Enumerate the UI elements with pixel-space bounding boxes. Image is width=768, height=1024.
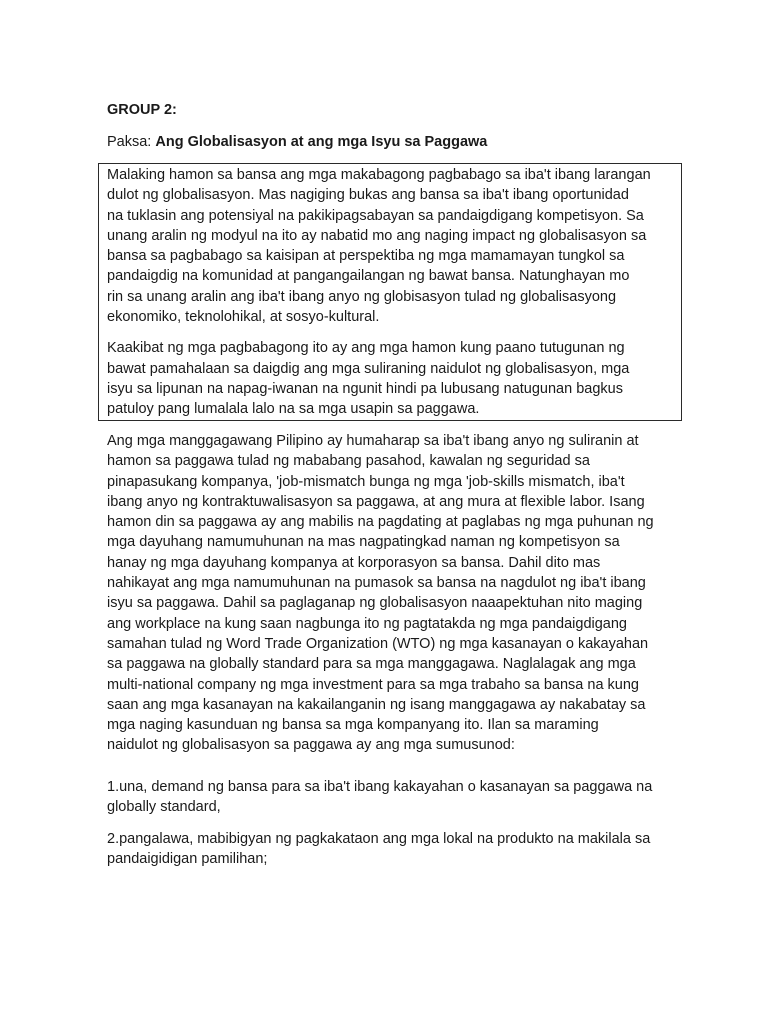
body-section	[107, 431, 677, 756]
intro-paragraph-2: Kaakibat ng mga pagbabagong ito ay ang mga hamon kung paano tutugunan ng bawat pamahalaan sa daigdig ang mga suliraning naidulot ng globalisasyon, mga isyu sa lipunan na napag-iwanan na ngunit hindi pa lubusang natugunan bagkus patuloy pang lumalala lalo na sa mga usapin sa paggawa.	[107, 340, 630, 418]
body-paragraph: Ang mga manggagawang Pilipino ay humaharap sa iba't ibang anyo ng suliranin at hamon sa paggawa tulad ng mababang pasahod, kawalan ng seguridad sa pinapasukang kompanya, 'job-mismatch bunga ng mga 'job-skills mismatch, iba't ibang anyo ng kontraktuwalisasyon sa paggawa, at ang mura at flexible labor. Isang hamon din sa paggawa ay ang mabilis na pagdating at paglabas ng mga puhunan ng mga dayuhang namumuhunan na mas nagpatingkad naman ng kompetisyon sa hanay ng mga dayuhang kompanya at korporasyon sa bansa. Dahil dito mas nahikayat ang mga namumuhunan na pumasok sa bansa na nagdulot ng iba't ibang isyu sa paggawa. Dahil sa paglaganap ng globalisasyon naaapektuhan nito maging ang workplace na kung saan nagbunga ito ng pagtatakda ng mga pandaigdigang samahan tulad ng Word Trade Organization (WTO) ng mga kasanayan o kakayahan sa paggawa na globally standard para sa mga manggagawa. Naglalagak ang mga multi-national company ng mga investment para sa mga trabaho sa bansa na kung saan ang mga kasanayan na kakailanganin ng isang manggagawa ay nakabatay sa mga naging kasunduan ng bansa sa mga kompanyang ito. Ilan sa maraming naidulot ng globalisasyon sa paggawa ay ang mga sumusunod:	[107, 433, 654, 754]
list-item-2-text: 2.pangalawa, mabibigyan ng pagkakataon ang mga lokal na produkto na makilala sa pandaigidigan pamilihan;	[107, 831, 651, 868]
topic-title: Ang Globalisasyon at ang mga Isyu sa Paggawa	[155, 134, 488, 150]
intro-text-box	[98, 163, 682, 421]
intro-paragraph-1: Malaking hamon sa bansa ang mga makabagong pagbabago sa iba't ibang larangan dulot ng globalisasyon. Mas nagiging bukas ang bansa sa iba't ibang oportunidad na tuklasin ang potensiyal na pakikipagsabayan sa pandaigdigang kompetisyon. Sa unang aralin ng modyul na ito ay nabatid mo ang naging impact ng globalisasyon sa bansa sa pagbabago sa kaisipan at perspektiba ng mga mamamayan tungkol sa pandaigdig na komunidad at pangangailangan ng bawat bansa. Natunghayan mo rin sa unang aralin ang iba't ibang anyo ng globisasyon tulad ng globalisasyong ekonomiko, teknolohikal, at sosyo-kultural.	[107, 167, 651, 326]
topic-label: Paksa:	[107, 134, 152, 150]
list-item	[107, 829, 677, 870]
list-item-1-text: 1.una, demand ng bansa para sa iba't ibang kakayahan o kasanayan sa paggawa na globally standard,	[107, 779, 653, 816]
group-heading: GROUP 2:	[107, 102, 177, 118]
topic-line	[107, 132, 487, 152]
list-item	[107, 777, 677, 818]
